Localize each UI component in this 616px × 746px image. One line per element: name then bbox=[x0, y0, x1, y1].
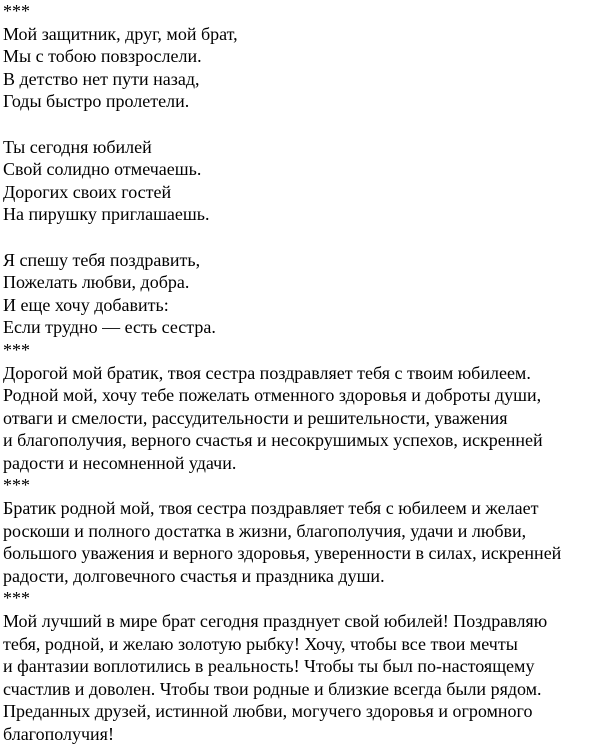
prose-line: и благополучия, верного счастья и несокрушимых успехов, искренней bbox=[3, 430, 543, 451]
poem-line: В детство нет пути назад, bbox=[3, 68, 200, 89]
poem-line: Свой солидно отмечаешь. bbox=[3, 159, 202, 180]
prose-line: большого уважения и верного здоровья, уверенности в силах, искренней bbox=[3, 543, 562, 564]
poem-line: Ты сегодня юбилей bbox=[3, 136, 152, 157]
prose-line: отваги и смелости, рассудительности и решительности, уважения bbox=[3, 407, 508, 428]
poem-line: Я спешу тебя поздравить, bbox=[3, 249, 201, 270]
poem-stanza-1 bbox=[3, 23, 613, 113]
prose-line: благополучия! bbox=[3, 724, 114, 744]
stanza-gap bbox=[3, 113, 613, 136]
poem-line: Дорогих своих гостей bbox=[3, 181, 172, 202]
prose-line: счастлив и доволен. Чтобы твои родные и близкие всегда были рядом. bbox=[3, 678, 542, 699]
poem-stanza-2 bbox=[3, 136, 613, 226]
prose-line: радости и несомненной удачи. bbox=[3, 452, 237, 473]
poem-line: Пожелать любви, добра. bbox=[3, 272, 190, 293]
separator: *** bbox=[3, 1, 30, 21]
prose-line: Родной мой, хочу тебе пожелать отменного здоровья и доброты души, bbox=[3, 385, 542, 406]
poem-stanza-3 bbox=[3, 249, 613, 339]
separator: *** bbox=[3, 475, 30, 496]
prose-line: тебя, родной, и желаю золотую рыбку! Хочу, чтобы все твои мечты bbox=[3, 633, 518, 654]
poem-line: На пирушку приглашаешь. bbox=[3, 204, 210, 225]
poem-line: Годы быстро пролетели. bbox=[3, 91, 190, 112]
prose-line: роскоши и полного достатка в жизни, благополучия, удачи и любви, bbox=[3, 520, 527, 541]
prose-line: Дорогой мой братик, твоя сестра поздравляет тебя с твоим юбилеем. bbox=[3, 362, 531, 383]
greeting-text-document bbox=[3, 0, 613, 746]
prose-line: радости, долговечного счастья и праздника души. bbox=[3, 565, 385, 586]
poem-line: И еще хочу добавить: bbox=[3, 294, 169, 315]
prose-greeting-3 bbox=[3, 610, 613, 746]
prose-line: Мой лучший в мире брат сегодня празднует свой юбилей! Поздравляю bbox=[3, 611, 548, 632]
prose-line: Преданных друзей, истинной любви, могучего здоровья и огромного bbox=[3, 701, 533, 722]
separator: *** bbox=[3, 588, 30, 609]
poem-line: Мы с тобою повзрослели. bbox=[3, 46, 202, 67]
prose-line: Братик родной мой, твоя сестра поздравляет тебя с юбилеем и желает bbox=[3, 498, 539, 519]
poem-line: Мой защитник, друг, мой брат, bbox=[3, 23, 238, 44]
prose-greeting-2 bbox=[3, 497, 613, 587]
stanza-gap bbox=[3, 226, 613, 249]
prose-greeting-1 bbox=[3, 362, 613, 475]
poem-line: Если трудно — есть сестра. bbox=[3, 317, 216, 338]
separator: *** bbox=[3, 339, 30, 360]
prose-line: и фантазии воплотились в реальность! Чтобы ты был по-настоящему bbox=[3, 656, 535, 677]
